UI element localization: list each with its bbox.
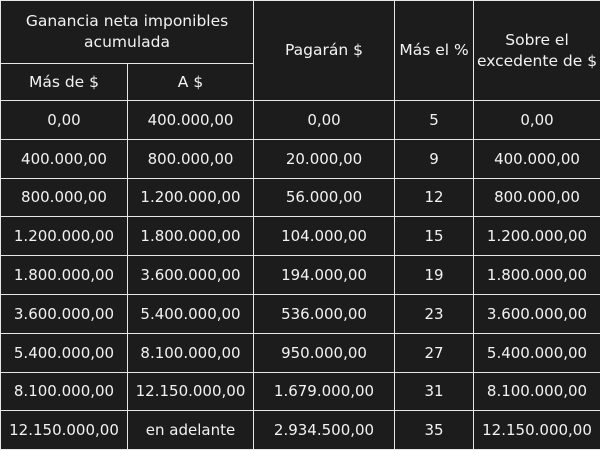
cell-mas-de: 1.200.000,00 bbox=[1, 217, 128, 256]
cell-excedente: 5.400.000,00 bbox=[474, 333, 600, 372]
table-row bbox=[1, 372, 600, 411]
cell-excedente: 800.000,00 bbox=[474, 178, 600, 217]
cell-a: en adelante bbox=[128, 411, 254, 450]
cell-pagaran: 56.000,00 bbox=[254, 178, 395, 217]
cell-excedente: 8.100.000,00 bbox=[474, 372, 600, 411]
cell-pagaran: 0,00 bbox=[254, 101, 395, 140]
cell-a: 400.000,00 bbox=[128, 101, 254, 140]
cell-porcentaje: 35 bbox=[395, 411, 474, 450]
table-row bbox=[1, 333, 600, 372]
cell-a: 1.200.000,00 bbox=[128, 178, 254, 217]
cell-mas-de: 12.150.000,00 bbox=[1, 411, 128, 450]
cell-pagaran: 104.000,00 bbox=[254, 217, 395, 256]
table-header bbox=[1, 1, 600, 101]
cell-a: 1.800.000,00 bbox=[128, 217, 254, 256]
cell-excedente: 400.000,00 bbox=[474, 139, 600, 178]
table-row bbox=[1, 178, 600, 217]
table-row bbox=[1, 294, 600, 333]
table-row bbox=[1, 217, 600, 256]
cell-excedente: 0,00 bbox=[474, 101, 600, 140]
cell-mas-de: 8.100.000,00 bbox=[1, 372, 128, 411]
cell-mas-de: 0,00 bbox=[1, 101, 128, 140]
cell-porcentaje: 5 bbox=[395, 101, 474, 140]
cell-pagaran: 950.000,00 bbox=[254, 333, 395, 372]
cell-a: 8.100.000,00 bbox=[128, 333, 254, 372]
cell-a: 5.400.000,00 bbox=[128, 294, 254, 333]
cell-porcentaje: 12 bbox=[395, 178, 474, 217]
cell-excedente: 12.150.000,00 bbox=[474, 411, 600, 450]
cell-pagaran: 1.679.000,00 bbox=[254, 372, 395, 411]
header-a: A $ bbox=[128, 64, 254, 101]
table-row bbox=[1, 139, 600, 178]
table-body bbox=[1, 101, 600, 450]
table-row bbox=[1, 411, 600, 450]
header-ganancia-neta: Ganancia neta imponibles acumulada bbox=[1, 1, 254, 64]
table-row bbox=[1, 101, 600, 140]
header-pagaran: Pagarán $ bbox=[254, 1, 395, 101]
cell-porcentaje: 19 bbox=[395, 256, 474, 295]
cell-pagaran: 20.000,00 bbox=[254, 139, 395, 178]
cell-porcentaje: 9 bbox=[395, 139, 474, 178]
cell-mas-de: 400.000,00 bbox=[1, 139, 128, 178]
cell-pagaran: 2.934.500,00 bbox=[254, 411, 395, 450]
cell-porcentaje: 27 bbox=[395, 333, 474, 372]
header-mas-de: Más de $ bbox=[1, 64, 128, 101]
cell-mas-de: 800.000,00 bbox=[1, 178, 128, 217]
header-mas-el-porcentaje: Más el % bbox=[395, 1, 474, 101]
cell-a: 3.600.000,00 bbox=[128, 256, 254, 295]
cell-porcentaje: 23 bbox=[395, 294, 474, 333]
cell-mas-de: 3.600.000,00 bbox=[1, 294, 128, 333]
cell-mas-de: 1.800.000,00 bbox=[1, 256, 128, 295]
header-sobre-excedente: Sobre el excedente de $ bbox=[474, 1, 600, 101]
cell-mas-de: 5.400.000,00 bbox=[1, 333, 128, 372]
cell-porcentaje: 15 bbox=[395, 217, 474, 256]
cell-porcentaje: 31 bbox=[395, 372, 474, 411]
cell-pagaran: 194.000,00 bbox=[254, 256, 395, 295]
cell-excedente: 3.600.000,00 bbox=[474, 294, 600, 333]
cell-pagaran: 536.000,00 bbox=[254, 294, 395, 333]
cell-a: 12.150.000,00 bbox=[128, 372, 254, 411]
cell-excedente: 1.800.000,00 bbox=[474, 256, 600, 295]
cell-excedente: 1.200.000,00 bbox=[474, 217, 600, 256]
table-row bbox=[1, 256, 600, 295]
cell-a: 800.000,00 bbox=[128, 139, 254, 178]
